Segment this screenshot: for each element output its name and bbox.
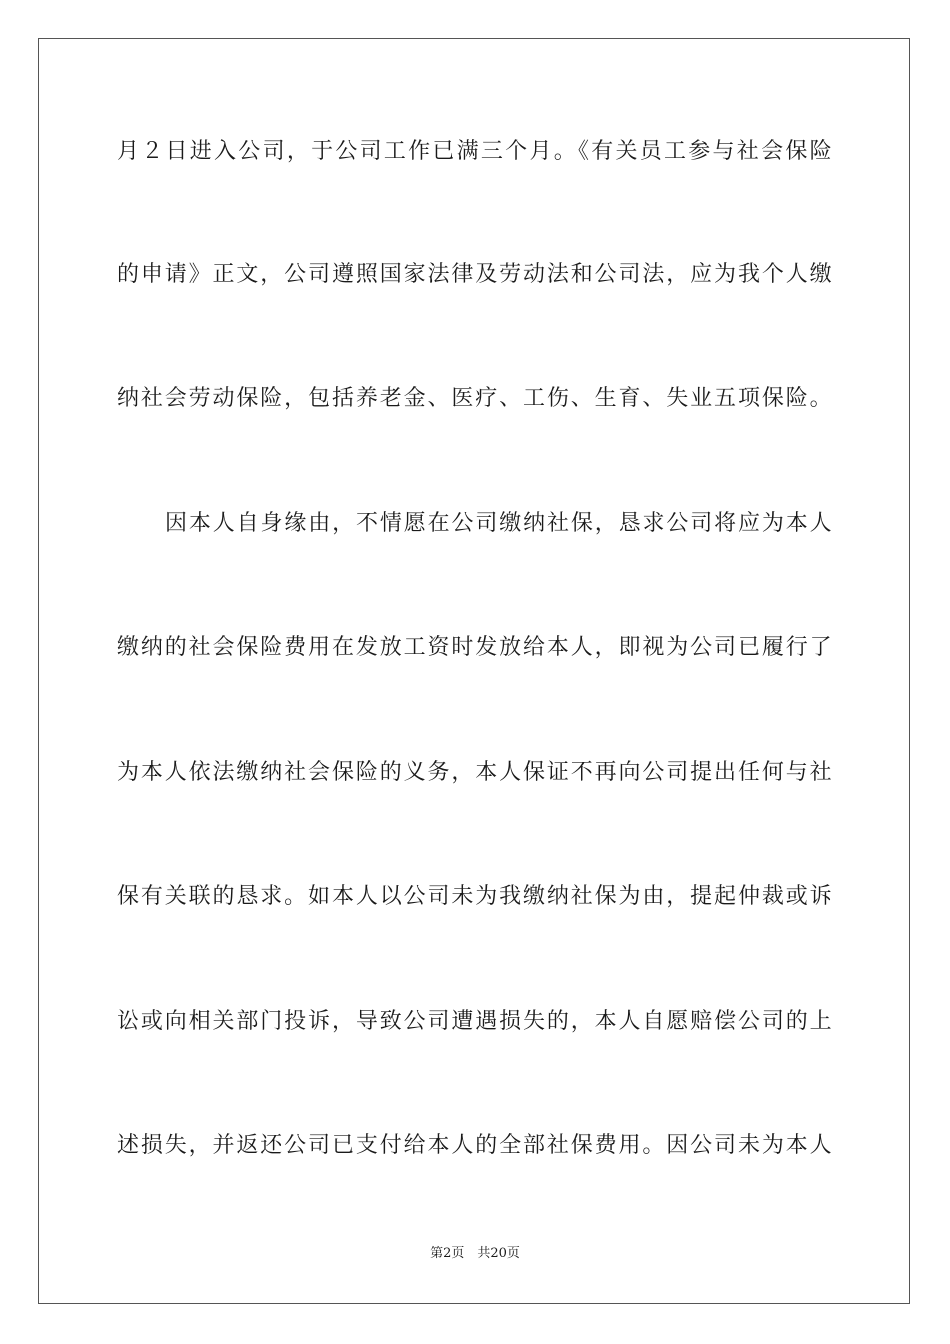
body-text-line: 缴纳的社会保险费用在发放工资时发放给本人，即视为公司已履行了 (117, 635, 833, 660)
body-text-line: 的申请》正文，公司遵照国家法律及劳动法和公司法，应为我个人缴 (117, 262, 833, 287)
page-border (38, 38, 910, 1304)
body-text-line: 月２日进入公司，于公司工作已满三个月。《有关员工参与社会保险 (117, 139, 833, 164)
body-text-line: 纳社会劳动保险，包括养老金、医疗、工伤、生育、失业五项保险。 (117, 386, 833, 411)
paragraph-first-line: 因本人自身缘由，不情愿在公司缴纳社保，恳求公司将应为本人 (165, 511, 833, 536)
body-text-line: 讼或向相关部门投诉，导致公司遭遇损失的，本人自愿赔偿公司的上 (117, 1009, 833, 1034)
body-text-line: 保有关联的恳求。如本人以公司未为我缴纳社保为由，提起仲裁或诉 (117, 884, 833, 909)
page-number-footer: 第2页 共20页 (430, 1246, 520, 1261)
body-text-line: 述损失，并返还公司已支付给本人的全部社保费用。因公司未为本人 (117, 1133, 833, 1158)
body-text-line: 为本人依法缴纳社会保险的义务，本人保证不再向公司提出任何与社 (117, 760, 833, 785)
